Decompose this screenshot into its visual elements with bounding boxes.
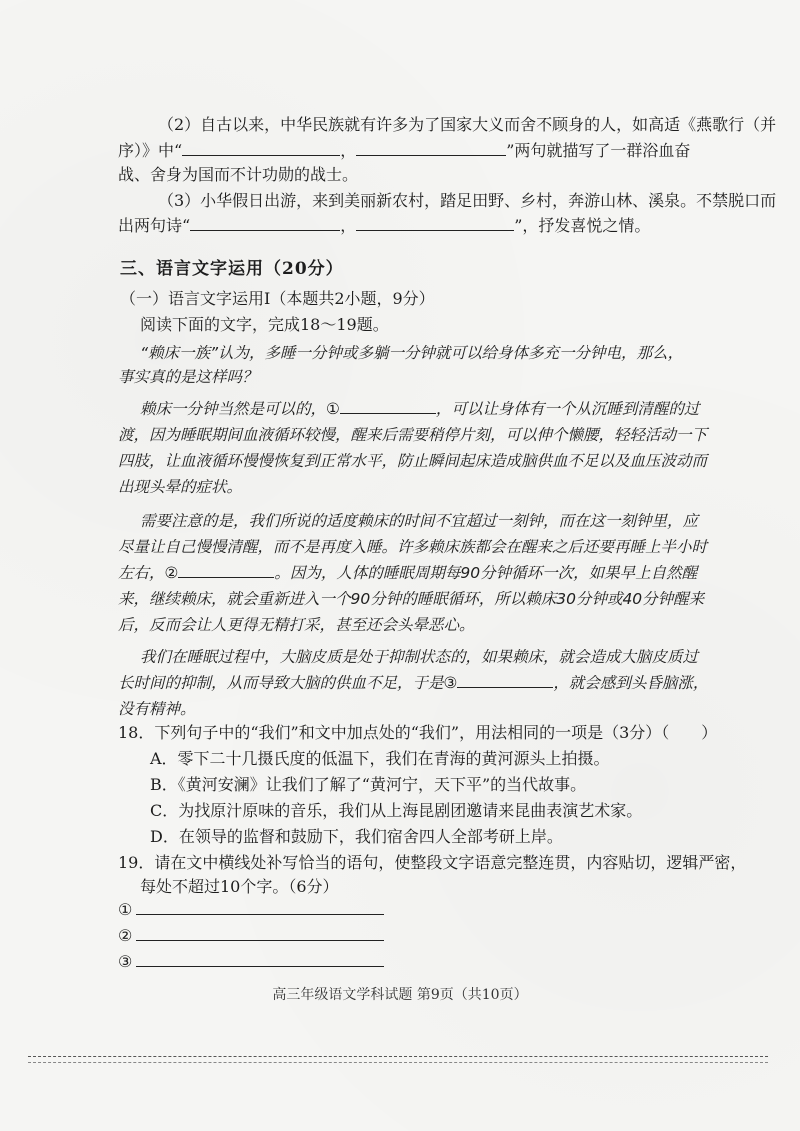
section-intro: 阅读下面的文字，完成18～19题。 — [140, 315, 389, 334]
passage-p4-prefix: 长时间的抑制，从而导致大脑的供血不足，于是③ — [118, 674, 458, 692]
scan-edge-dashed-line-2 — [28, 1062, 768, 1063]
passage-p4-line1: 我们在睡眠过程中，大脑皮质是处于抑制状态的，如果赖床，就会造成大脑皮质过 — [140, 648, 699, 666]
passage-p3-line5: 后，反而会让人更得无精打采，甚至还会头晕恶心。 — [118, 616, 475, 634]
passage-blank-3[interactable] — [457, 673, 553, 688]
poem-q3-line1: （3）小华假日出游，来到美丽新农村，踏足田野、乡村，奔游山林、溪泉。不禁脱口而 — [158, 191, 777, 210]
poem-q3-blank-1[interactable] — [190, 216, 340, 231]
q18-option-d[interactable]: D．在领导的监督和鼓励下，我们宿舍四人全部考研上岸。 — [150, 827, 563, 846]
poem-q3-suffix: ”，抒发喜悦之情。 — [514, 216, 651, 235]
poem-q2-blank-2[interactable] — [356, 141, 506, 156]
passage-p2-line2: 渡，因为睡眠期间血液循环较慢，醒来后需要稍停片刻，可以伸个懒腰，轻轻活动一下 — [118, 426, 708, 444]
section-subtitle: （一）语言文字运用Ⅰ（本题共2小题，9分） — [120, 289, 435, 308]
passage-p3-line4: 来，继续赖床，就会重新进入一个90分钟的睡眠循环，所以赖床30分钟或40分钟醒来 — [118, 590, 705, 608]
q18-option-c[interactable]: C．为找原汁原味的音乐，我们从上海昆剧团邀请来昆曲表演艺术家。 — [150, 801, 643, 820]
passage-p4-line3: 没有精神。 — [118, 700, 196, 718]
passage-p3-suffix: 。因为，人体的睡眠周期每90分钟循环一次，如果早上自然醒 — [274, 564, 698, 582]
q19-answer-2-number: ② — [118, 926, 133, 945]
poem-q2-sep: ， — [340, 141, 357, 160]
poem-q3-line2 — [118, 215, 650, 237]
passage-p4-line2 — [118, 672, 708, 694]
poem-q2-prefix: 序）》中“ — [118, 141, 183, 160]
passage-p3-line3 — [118, 562, 697, 584]
q18-stem: 18．下列句子中的“我们”和文中加点处的“我们”，用法相同的一项是（3分）（ ） — [118, 723, 718, 742]
passage-p3-line1: 需要注意的是，我们所说的适度赖床的时间不宜超过一刻钟，而在这一刻钟里，应 — [140, 512, 699, 530]
passage-p2-line3: 四肢，让血液循环慢慢恢复到正常水平，防止瞬间起床造成脑供血不足以及血压波动而 — [118, 452, 708, 470]
passage-p2-prefix: 赖床一分钟当然是可以的，① — [140, 400, 340, 418]
passage-blank-1[interactable] — [340, 399, 436, 414]
q18-option-b[interactable]: B．《黄河安澜》让我们了解了“黄河宁，天下平”的当代故事。 — [150, 775, 587, 794]
poem-q2-line1: （2）自古以来，中华民族就有许多为了国家大义而舍不顾身的人，如高适《燕歌行（并 — [158, 115, 777, 134]
passage-p3-prefix: 左右，② — [118, 564, 179, 582]
scan-edge-dashed-line — [28, 1056, 768, 1057]
passage-p3-line2: 尽量让自己慢慢清醒，而不是再度入睡。许多赖床族都会在醒来之后还要再睡上半小时 — [118, 538, 708, 556]
passage-blank-2[interactable] — [178, 563, 274, 578]
q19-answer-3-number: ③ — [118, 952, 133, 971]
page-footer: 高三年级语文学科试题 第9页（共10页） — [272, 987, 528, 1003]
poem-q2-blank-1[interactable] — [182, 141, 340, 156]
passage-p2-line1 — [140, 398, 699, 420]
q19-answer-3 — [118, 952, 384, 971]
q19-stem-line2: 每处不超过10个字。（6分） — [140, 877, 339, 896]
section-title: 三、语言文字运用（20分） — [120, 259, 344, 279]
q19-answer-1 — [118, 900, 384, 919]
passage-p1-line2: 事实真的是这样吗？ — [118, 368, 258, 386]
poem-q2-line3: 战、舍身为国而不计功勋的战士。 — [118, 165, 359, 184]
poem-q3-sep: ， — [340, 216, 357, 235]
passage-p1-line1: “赖床一族”认为，多睡一分钟或多躺一分钟就可以给身体多充一分钟电，那么， — [140, 344, 684, 362]
passage-p2-suffix: ，可以让身体有一个从沉睡到清醒的过 — [435, 400, 700, 418]
poem-q3-prefix: 出两句诗“ — [118, 216, 191, 235]
q19-answer-1-line[interactable] — [136, 900, 384, 915]
q19-answer-2 — [118, 926, 384, 945]
q19-answer-2-line[interactable] — [136, 926, 384, 941]
q19-stem-line1: 19．请在文中横线处补写恰当的语句，使整段文字语意完整连贯，内容贴切，逻辑严密， — [118, 853, 747, 872]
q18-option-a[interactable]: A．零下二十几摄氏度的低温下，我们在青海的黄河源头上拍摄。 — [150, 749, 610, 768]
poem-q2-line2 — [118, 140, 690, 162]
q19-answer-3-line[interactable] — [136, 952, 384, 967]
poem-q2-suffix: ”两句就描写了一群浴血奋 — [506, 141, 691, 160]
passage-p4-suffix: ，就会感到头昏脑涨， — [553, 674, 709, 692]
q19-answer-1-number: ① — [118, 900, 133, 919]
poem-q3-blank-2[interactable] — [356, 216, 514, 231]
passage-p2-line4: 出现头晕的症状。 — [118, 478, 243, 496]
